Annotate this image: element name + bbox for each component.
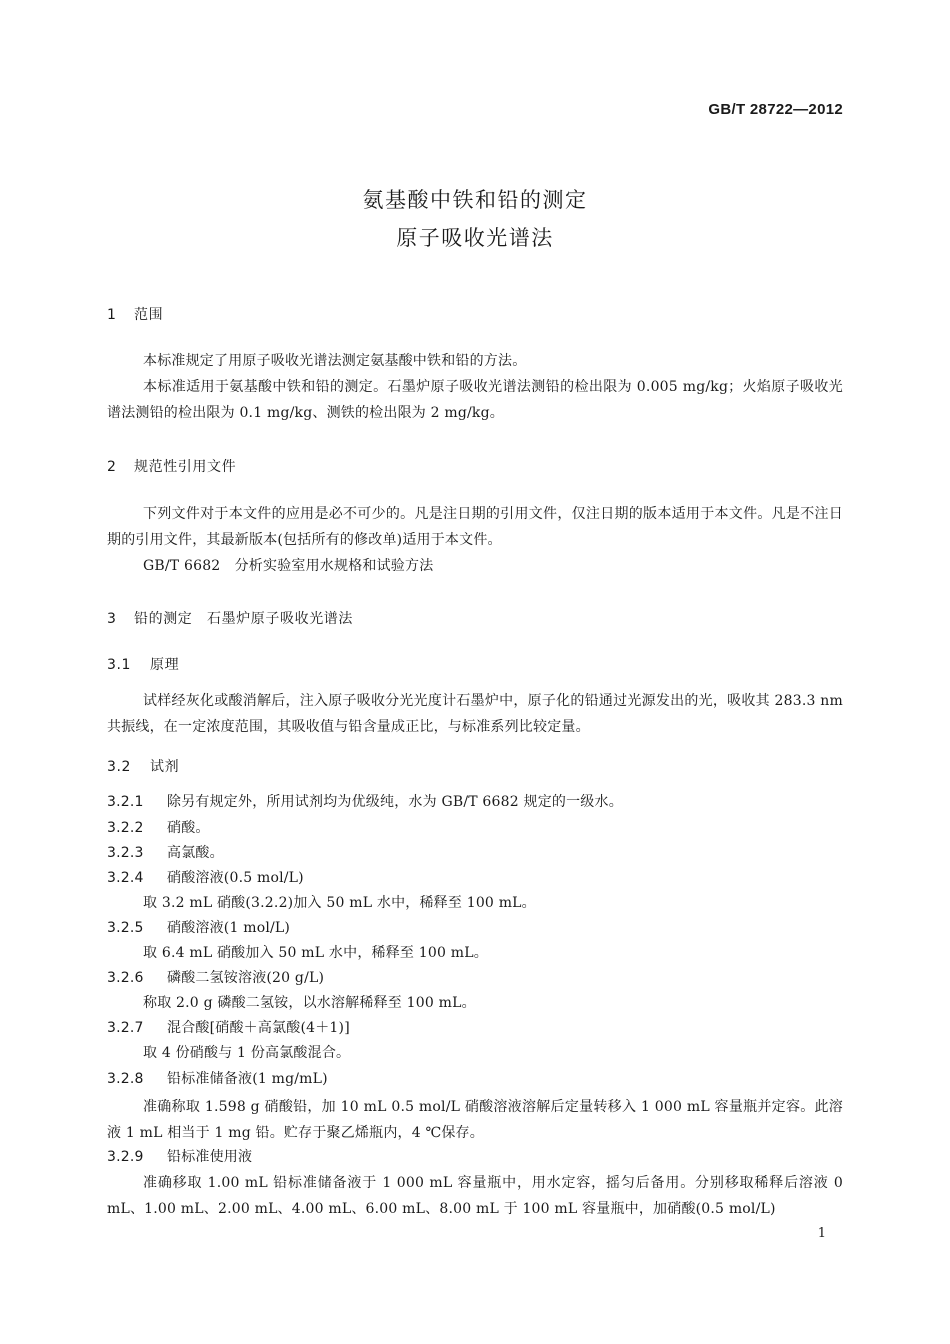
section-3-heading <box>107 608 353 628</box>
item-number: 3.2.5 <box>107 920 144 936</box>
section-title: 原理 <box>150 657 180 673</box>
section-3-2-heading <box>107 756 179 776</box>
item-text: 高氯酸。 <box>167 845 224 861</box>
reagent-item-3-2-8-detail: 准确称取 1.598 g 硝酸铅，加 10 mL 0.5 mol/L 硝酸溶液溶解后定量转移入 1 000 mL 容量瓶并定容。此溶液 1 mL 相当于 1 mg 铅。贮存于聚乙烯瓶内，4 ℃保存。 <box>107 1099 843 1141</box>
document-title-line1: 氨基酸中铁和铅的测定 <box>362 188 588 212</box>
section-3-1-heading <box>107 654 179 674</box>
item-text: 除另有规定外，所用试剂均为优级纯，水为 GB/T 6682 规定的一级水。 <box>167 794 623 810</box>
item-text: 硝酸溶液(0.5 mol/L) <box>167 870 304 886</box>
normative-reference: GB/T 6682 分析实验室用水规格和试验方法 <box>143 558 434 574</box>
reagent-item-3-2-5 <box>107 915 843 941</box>
section-1-heading <box>107 304 163 324</box>
reagent-item-3-2-9 <box>107 1144 843 1170</box>
section-number: 3 <box>107 611 117 627</box>
reagent-item-3-2-6-detail: 称取 2.0 g 磷酸二氢铵，以水溶解稀释至 100 mL。 <box>143 995 476 1011</box>
item-number: 3.2.4 <box>107 870 144 886</box>
item-number: 3.2.6 <box>107 970 144 986</box>
item-number: 3.2.7 <box>107 1020 144 1036</box>
item-text: 铅标准使用液 <box>167 1149 253 1165</box>
reagent-item-3-2-6 <box>107 965 843 991</box>
item-number: 3.2.1 <box>107 794 144 810</box>
item-text: 硝酸溶液(1 mol/L) <box>167 920 291 936</box>
section-number: 3.2 <box>107 759 132 775</box>
section-3-1-paragraph: 试样经灰化或酸消解后，注入原子吸收分光光度计石墨炉中，原子化的铅通过光源发出的光，吸收其 283.3 nm 共振线，在一定浓度范围，其吸收值与铅含量成正比，与标准系列比较定量。 <box>107 693 843 735</box>
document-title-line2: 原子吸收光谱法 <box>396 226 554 250</box>
item-number: 3.2.2 <box>107 820 144 836</box>
section-2-heading <box>107 456 236 476</box>
reagent-item-3-2-4-detail: 取 3.2 mL 硝酸(3.2.2)加入 50 mL 水中，稀释至 100 mL。 <box>143 895 536 911</box>
item-text: 铅标准储备液(1 mg/mL) <box>167 1071 328 1087</box>
item-text: 硝酸。 <box>167 820 210 836</box>
reagent-item-3-2-3 <box>107 840 843 866</box>
section-2-paragraph-1: 下列文件对于本文件的应用是必不可少的。凡是注日期的引用文件，仅注日期的版本适用于本文件。凡是不注日期的引用文件，其最新版本(包括所有的修改单)适用于本文件。 <box>107 506 843 548</box>
reagent-item-3-2-7 <box>107 1015 843 1041</box>
reagent-item-3-2-9-detail: 准确移取 1.00 mL 铅标准储备液于 1 000 mL 容量瓶中，用水定容，摇匀后备用。分别移取稀释后溶液 0 mL、1.00 mL、2.00 mL、4.00 mL、6.00 mL、8.00 mL 于 100 mL 容量瓶中，加硝酸(0.5 mol/L) <box>107 1175 843 1217</box>
standard-number: GB/T 28722—2012 <box>708 101 843 118</box>
reagent-item-3-2-2 <box>107 815 843 841</box>
reagent-item-3-2-8 <box>107 1066 843 1092</box>
section-title: 铅的测定 石墨炉原子吸收光谱法 <box>134 611 353 627</box>
item-number: 3.2.3 <box>107 845 144 861</box>
section-title: 试剂 <box>150 759 180 775</box>
item-text: 磷酸二氢铵溶液(20 g/L) <box>167 970 325 986</box>
section-number: 2 <box>107 459 117 475</box>
section-number: 3.1 <box>107 657 132 673</box>
section-1-paragraph-1: 本标准规定了用原子吸收光谱法测定氨基酸中铁和铅的方法。 <box>143 353 527 369</box>
section-1-paragraph-2: 本标准适用于氨基酸中铁和铅的测定。石墨炉原子吸收光谱法测铅的检出限为 0.005 mg/kg；火焰原子吸收光谱法测铅的检出限为 0.1 mg/kg、测铁的检出限为 2 mg/kg。 <box>107 379 843 421</box>
section-title: 范围 <box>134 307 164 323</box>
item-number: 3.2.8 <box>107 1071 144 1087</box>
page-number: 1 <box>817 1226 826 1241</box>
reagent-item-3-2-4 <box>107 865 843 891</box>
reagent-item-3-2-1 <box>107 789 843 815</box>
reagent-item-3-2-7-detail: 取 4 份硝酸与 1 份高氯酸混合。 <box>143 1045 351 1061</box>
item-number: 3.2.9 <box>107 1149 144 1165</box>
section-title: 规范性引用文件 <box>134 459 237 475</box>
item-text: 混合酸[硝酸＋高氯酸(4＋1)] <box>167 1020 350 1036</box>
section-number: 1 <box>107 307 117 323</box>
reagent-item-3-2-5-detail: 取 6.4 mL 硝酸加入 50 mL 水中，稀释至 100 mL。 <box>143 945 488 961</box>
